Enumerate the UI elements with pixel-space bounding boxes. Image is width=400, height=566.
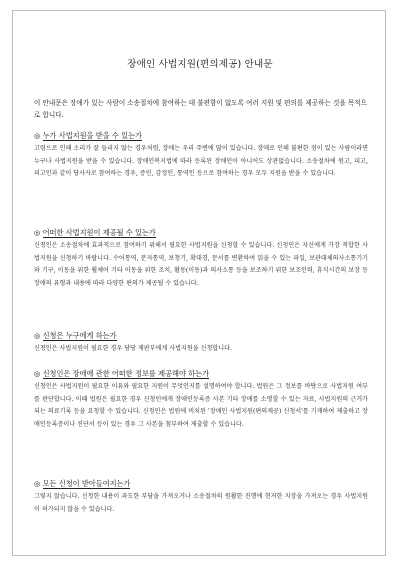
section-heading-text: 신청인은 장애에 관한 어떠한 정보를 제공해야 하는가 [42,369,210,378]
section-heading [34,227,368,238]
section-body: 고령으로 인해 소리가 잘 들리지 않는 경우처럼, 장애는 우리 주변에 많이 있습니다. 장애로 인해 불편한 점이 있는 사람이라면 누구나 사법지원을 받을 수 있습니다. 장애인복지법에 따라 등록된 장애인이 아니어도 상관없습니다. 소송절차에 원고, 피고, 피고인과 같이 당사자로 참여하는 경우, 증인, 감정인, 통역인 등으로 참여하는 경우 모두 지원을 받을 수 있습니다. [34,145,368,178]
section-what-support [34,227,368,291]
section-what-info [34,368,368,432]
section-heading [34,368,368,379]
bullet-marker: ◎ [34,331,41,340]
bullet-marker: ◎ [34,369,41,378]
section-heading [34,330,368,341]
section-heading [34,478,368,489]
bullet-marker: ◎ [34,479,41,488]
section-who-eligible [34,130,368,181]
section-all-accepted [34,478,368,516]
section-heading-text: 신청은 누구에게 하는가 [42,331,117,340]
section-body: 신청인은 사법지원이 필요한 이유와 필요한 지원이 무엇인지를 설명하여야 합니다. 법원은 그 정보를 바탕으로 사법지원 여부를 판단합니다. 이때 법원은 필요한 경우 신청인에게 장애인등록증 사본 기타 장애를 소명할 수 있는 자료, 사법지원의 근거가 되는 의료기록 등을 요청할 수 있습니다. 신청인은 법원에 비치된 '장애인 사법지원(편의제공) 신청서'를 기재하여 제출하고 장애인등록증이나 진단서 등이 있는 경우 그 사본을 첨부하여 제출할 수 있습니다. [34,383,368,429]
section-body: 신청인은 사법지원이 필요한 경우 담당 재판부에게 사법지원을 신청합니다. [34,345,232,352]
section-heading-text: 어떠한 사법지원이 제공될 수 있는가 [42,228,156,237]
bullet-marker: ◎ [34,228,41,237]
section-body: 신청인은 소송절차에 효과적으로 참여하기 위해서 필요한 사법지원을 신청할 수 있습니다. 신청인은 자신에게 가장 적합한 사법지원을 신청하기 바랍니다. 수어통역, 문자통역, 보청기, 확대경, 문서를 변환하여 읽을 수 있는 파일, 보관대체의사소통기기와 기구, 이동을 위한 휠체어 기타 이동을 위한 조치, 활동(이동)과 의사소통 등을 보조하기 위한 보조인력, 휴식시간의 보장 등 장애의 유형과 내용에 따라 다양한 편의가 제공될 수 있습니다. [34,242,368,288]
section-where-apply [34,330,368,356]
bullet-marker: ◎ [34,131,41,140]
section-heading [34,130,368,141]
section-heading-text: 모든 신청이 받아들여지는가 [42,479,131,488]
intro-paragraph: 이 안내문은 장애가 있는 사람이 소송절차에 참여하는 데 불편함이 없도록 여러 지원 및 편의를 제공하는 것을 목적으로 합니다. [34,99,367,119]
document-title: 장애인 사법지원(편의제공) 안내문 [127,59,273,70]
section-heading-text: 누가 사법지원을 받을 수 있는가 [42,131,142,140]
section-body: 그렇지 않습니다. 신청한 내용이 과도한 부담을 가져오거나 소송절차의 원활한 진행에 현저한 지장을 가져오는 경우 사법지원이 허가되지 않을 수 있습니다. [34,493,368,513]
